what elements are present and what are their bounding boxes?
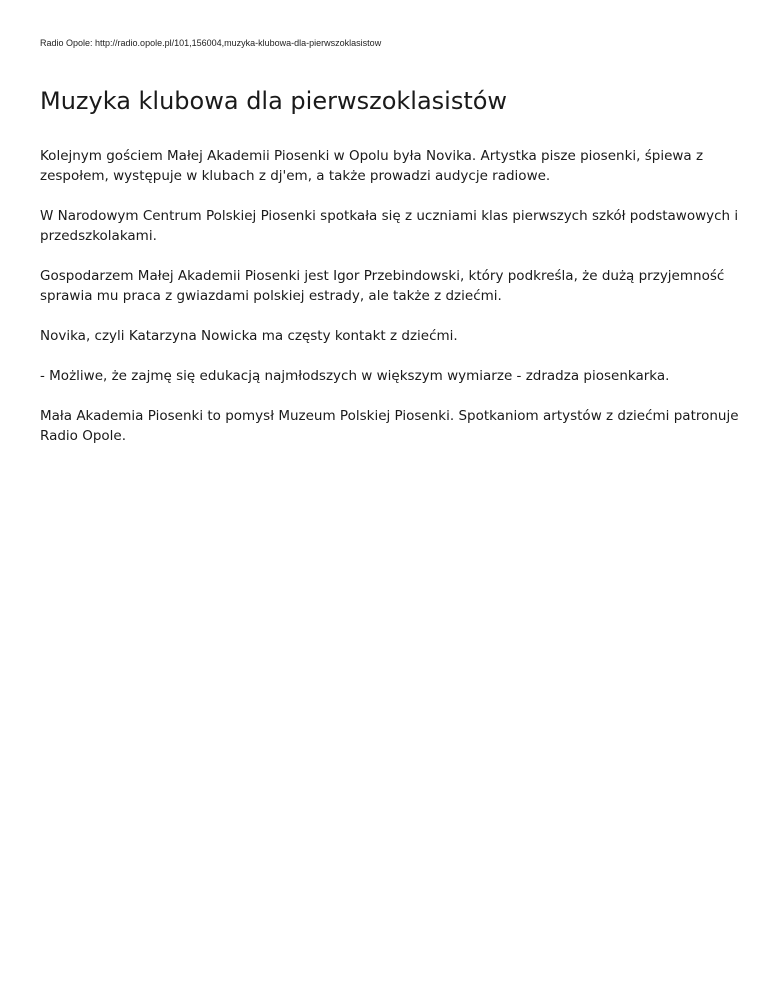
- article-paragraph: Gospodarzem Małej Akademii Piosenki jest Igor Przebindowski, który podkreśla, że dużą przyjemność sprawia mu praca z gwiazdami polskiej estrady, ale także z dziećmi.: [40, 268, 725, 304]
- article-paragraph: Mała Akademia Piosenki to pomysł Muzeum Polskiej Piosenki. Spotkaniom artystów z dziećmi patronuje Radio Opole.: [40, 408, 739, 444]
- article-title: Muzyka klubowa dla pierwszoklasistów: [40, 87, 508, 115]
- article-paragraph: Novika, czyli Katarzyna Nowicka ma częsty kontakt z dziećmi.: [40, 328, 458, 344]
- article-paragraph: - Możliwe, że zajmę się edukacją najmłodszych w większym wymiarze - zdradza piosenkarka.: [40, 368, 670, 384]
- article-body: [40, 146, 740, 466]
- source-url-line: Radio Opole: http://radio.opole.pl/101,156004,muzyka-klubowa-dla-pierwszoklasistow: [40, 38, 382, 48]
- article-paragraph: Kolejnym gościem Małej Akademii Piosenki w Opolu była Novika. Artystka pisze piosenki, śpiewa z zespołem, występuje w klubach z dj'em, a także prowadzi audycje radiowe.: [40, 148, 704, 184]
- article-paragraph: W Narodowym Centrum Polskiej Piosenki spotkała się z uczniami klas pierwszych szkół podstawowych i przedszkolakami.: [40, 208, 739, 244]
